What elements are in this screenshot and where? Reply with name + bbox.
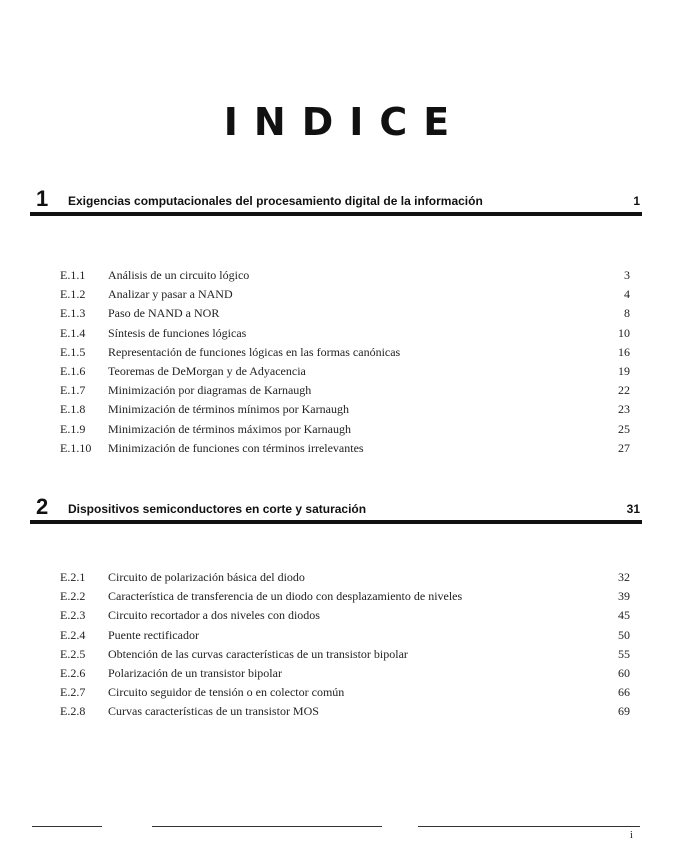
entry-page: 10	[618, 325, 630, 340]
chapter-1-entries	[60, 268, 630, 460]
entry-page: 39	[618, 589, 630, 604]
toc-entry	[60, 345, 630, 364]
chapter-page: 1	[633, 194, 640, 208]
entry-code: E.1.10	[60, 440, 92, 455]
entry-title: Análisis de un circuito lógico	[108, 268, 250, 282]
entry-code: E.1.4	[60, 325, 86, 340]
chapter-number: 1	[36, 186, 49, 211]
toc-entry	[60, 383, 630, 402]
entry-title: Minimización de funciones con términos irrelevantes	[108, 440, 364, 455]
entry-code: E.2.6	[60, 665, 86, 680]
toc-entry	[60, 326, 630, 345]
footer-rule	[418, 826, 640, 827]
entry-code: E.1.3	[60, 306, 86, 321]
entry-code: E.2.7	[60, 685, 86, 700]
footer-rule	[152, 826, 382, 827]
entry-code: E.2.3	[60, 608, 86, 623]
toc-entry	[60, 685, 630, 704]
entry-title: Minimización de términos máximos por Karnaugh	[108, 421, 351, 436]
entry-code: E.1.8	[60, 402, 86, 417]
toc-entry	[60, 364, 630, 383]
entry-title: Curvas características de un transistor MOS	[108, 704, 319, 719]
entry-title: Polarización de un transistor bipolar	[108, 665, 282, 680]
entry-code: E.2.4	[60, 627, 86, 642]
entry-code: E.1.1	[60, 268, 86, 282]
entry-code: E.1.7	[60, 383, 86, 398]
entry-code: E.1.6	[60, 363, 86, 378]
toc-entry	[60, 422, 630, 441]
chapter-rule	[30, 520, 642, 524]
entry-code: E.2.1	[60, 570, 86, 584]
toc-entry	[60, 608, 630, 627]
entry-page: 60	[618, 665, 630, 680]
toc-entry	[60, 628, 630, 647]
entry-title: Circuito recortador a dos niveles con diodos	[108, 608, 320, 623]
entry-title: Obtención de las curvas características de un transistor bipolar	[108, 646, 408, 661]
toc-entry	[60, 704, 630, 723]
entry-page: 32	[618, 570, 630, 584]
entry-title: Circuito seguidor de tensión o en colector común	[108, 685, 345, 700]
entry-code: E.2.8	[60, 704, 86, 719]
entry-page: 23	[618, 402, 630, 417]
entry-title: Característica de transferencia de un diodo con desplazamiento de niveles	[108, 589, 463, 604]
chapter-rule	[30, 212, 642, 216]
entry-code: E.2.5	[60, 646, 86, 661]
entry-page: 25	[618, 421, 630, 436]
entry-page: 19	[618, 363, 630, 378]
footer-rule	[32, 826, 102, 827]
entry-title: Teoremas de DeMorgan y de Adyacencia	[108, 363, 306, 378]
entry-page: 27	[618, 440, 630, 455]
entry-title: Síntesis de funciones lógicas	[108, 325, 247, 340]
chapter-title: Dispositivos semiconductores en corte y saturación	[68, 502, 367, 516]
entry-title: Paso de NAND a NOR	[108, 306, 220, 321]
entry-page: 50	[618, 627, 630, 642]
entry-page: 16	[618, 344, 630, 359]
entry-title: Analizar y pasar a NAND	[108, 287, 233, 302]
toc-entry	[60, 441, 630, 460]
toc-entry	[60, 570, 630, 589]
entry-page: 8	[624, 306, 630, 321]
entry-code: E.1.2	[60, 287, 86, 302]
entry-code: E.2.2	[60, 589, 86, 604]
entry-title: Minimización por diagramas de Karnaugh	[108, 383, 312, 398]
toc-entry	[60, 268, 630, 287]
entry-page: 55	[618, 646, 630, 661]
entry-title: Circuito de polarización básica del diodo	[108, 570, 305, 584]
entry-title: Representación de funciones lógicas en las formas canónicas	[108, 344, 401, 359]
toc-entry	[60, 647, 630, 666]
entry-page: 4	[624, 287, 630, 302]
entry-title: Puente rectificador	[108, 627, 199, 642]
entry-page: 3	[624, 268, 630, 282]
chapter-title: Exigencias computacionales del procesamiento digital de la información	[68, 194, 483, 208]
page-folio: i	[630, 830, 633, 841]
entry-code: E.1.5	[60, 344, 86, 359]
chapter-page: 31	[626, 502, 640, 516]
toc-entry	[60, 287, 630, 306]
page-title: INDICE	[223, 100, 466, 144]
toc-entry	[60, 589, 630, 608]
toc-entry	[60, 306, 630, 325]
chapter-number: 2	[36, 494, 49, 519]
chapter-2-entries	[60, 570, 630, 724]
toc-entry	[60, 666, 630, 685]
entry-code: E.1.9	[60, 421, 86, 436]
entry-title: Minimización de términos mínimos por Karnaugh	[108, 402, 349, 417]
toc-entry	[60, 402, 630, 421]
entry-page: 45	[618, 608, 630, 623]
entry-page: 66	[618, 685, 630, 700]
entry-page: 69	[618, 704, 630, 719]
entry-page: 22	[618, 383, 630, 398]
